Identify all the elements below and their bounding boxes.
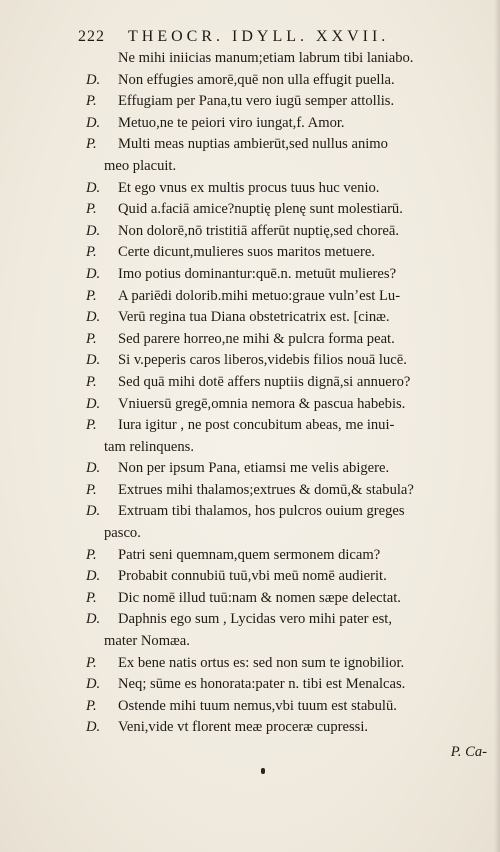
dialogue-line: [86, 91, 491, 113]
line-text: Daphnis ego sum , Lycidas vero mihi pater est,: [118, 611, 392, 628]
speaker-mark: D.: [86, 265, 101, 282]
line-text: Non effugies amorē,quē non ulla effugit puella.: [118, 71, 395, 88]
dialogue-line: [86, 696, 491, 718]
dialogue-line: [86, 674, 491, 696]
page-footer: [86, 744, 491, 766]
dialogue-line: [86, 113, 491, 135]
dialogue-line: [86, 501, 491, 523]
dialogue-line: [86, 566, 491, 588]
dialogue-text: [86, 48, 491, 739]
speaker-mark: P.: [86, 136, 97, 153]
speaker-mark: D.: [86, 719, 101, 736]
line-text: Ne mihi iniicias manum;etiam labrum tibi laniabo.: [118, 50, 414, 66]
line-text: Effugiam per Pana,tu vero iugū semper attollis.: [118, 93, 395, 110]
speaker-mark: D.: [86, 460, 101, 477]
speaker-mark: P.: [86, 244, 97, 261]
line-text: tam relinquens.: [104, 438, 194, 455]
dialogue-line: [86, 717, 491, 739]
line-text: Non per ipsum Pana, etiamsi me velis abigere.: [118, 460, 390, 477]
speaker-mark: D.: [86, 71, 101, 88]
dialogue-line: [86, 458, 491, 480]
line-text: Vniuersū gregē,omnia nemora & pascua habebis.: [118, 395, 406, 412]
speaker-mark: P.: [86, 287, 97, 304]
dialogue-line: [86, 394, 491, 416]
dialogue-line: [86, 653, 491, 675]
dialogue-line: [86, 588, 491, 610]
dialogue-continuation-line: [86, 156, 491, 178]
catchword: P. Ca-: [450, 744, 487, 760]
dialogue-line: [86, 286, 491, 308]
dialogue-line: [86, 221, 491, 243]
line-text: Patri seni quemnam,quem sermonem dicam?: [118, 546, 381, 563]
ink-mark: [261, 768, 265, 774]
line-text: Extruam tibi thalamos, hos pulcros ouium greges: [118, 503, 405, 520]
line-text: Dic nomē illud tuū:nam & nomen sæpe delectat.: [118, 589, 401, 606]
line-text: Et ego vnus ex multis procus tuus huc venio.: [118, 179, 380, 196]
line-text: Neq; sūme es honorata:pater n. tibi est Menalcas.: [118, 676, 406, 693]
speaker-mark: P.: [86, 481, 97, 498]
dialogue-continuation-line: [86, 523, 491, 545]
line-text: Imo potius dominantur:quē.n. metuūt mulieres?: [118, 265, 397, 282]
dialogue-line: [86, 372, 491, 394]
line-text: Certe dicunt,mulieres suos maritos metuere.: [118, 244, 375, 261]
running-title: THEOCR. IDYLL. XXVII.: [128, 28, 390, 45]
dialogue-line: [86, 264, 491, 286]
speaker-mark: P.: [86, 201, 97, 218]
line-text: Si v.peperis caros liberos,videbis filios nouā lucē.: [118, 352, 407, 369]
line-text: Verū regina tua Diana obstetricatrix est. [cinæ.: [118, 309, 390, 326]
dialogue-line: [86, 415, 491, 437]
dialogue-line: [86, 242, 491, 264]
dialogue-line: [86, 350, 491, 372]
speaker-mark: P.: [86, 697, 97, 714]
speaker-mark: P.: [86, 417, 97, 434]
line-text: Sed quā mihi dotē affers nuptiis dignā,si annuero?: [118, 373, 411, 390]
line-text: Ostende mihi tuum nemus,vbi tuum est stabulū.: [118, 697, 397, 714]
line-text: Iura igitur , ne post concubitum abeas, me inui-: [118, 417, 395, 434]
line-text: mater Nomæa.: [104, 633, 190, 650]
dialogue-line: [86, 545, 491, 567]
line-text: Sed parere horreo,ne mihi & pulcra forma peat.: [118, 330, 395, 347]
speaker-mark: D.: [86, 309, 101, 326]
line-text: A pariēdi dolorib.mihi metuo:graue vulnʼest Lu-: [118, 287, 401, 304]
line-text: meo placuit.: [104, 157, 177, 174]
line-text: Extrues mihi thalamos;extrues & domū,& stabula?: [118, 481, 414, 498]
speaker-mark: D.: [86, 676, 101, 693]
speaker-mark: P.: [86, 373, 97, 390]
speaker-mark: D.: [86, 179, 101, 196]
speaker-mark: P.: [86, 589, 97, 606]
page-header: [78, 28, 488, 50]
speaker-mark: D.: [86, 568, 101, 585]
line-text: pasco.: [104, 525, 141, 542]
line-text: Ex bene natis ortus es: sed non sum te ignobilior.: [118, 654, 405, 671]
line-text: Metuo,ne te peiori viro iungat,f. Amor.: [118, 114, 345, 131]
speaker-mark: D.: [86, 114, 101, 131]
dialogue-line: [86, 134, 491, 156]
dialogue-line: [86, 70, 491, 92]
speaker-mark: D.: [86, 395, 101, 412]
dialogue-continuation-line: [86, 437, 491, 459]
dialogue-line: [86, 48, 491, 70]
speaker-mark: D.: [86, 222, 101, 239]
dialogue-line: [86, 307, 491, 329]
speaker-mark: P.: [86, 654, 97, 671]
line-text: Non dolorē,nō tristitiā afferūt nuptię,sed choreā.: [118, 222, 399, 239]
line-text: Quid a.faciā amice?nuptię plenę sunt molestiarū.: [118, 201, 403, 218]
speaker-mark: P.: [86, 546, 97, 563]
dialogue-line: [86, 199, 491, 221]
speaker-mark: D.: [86, 503, 101, 520]
line-text: Probabit connubiū tuū,vbi meū nomē audierit.: [118, 568, 387, 585]
speaker-mark: D.: [86, 352, 101, 369]
page-number: 222: [78, 28, 105, 45]
dialogue-continuation-line: [86, 631, 491, 653]
line-text: Veni,vide vt florent meæ proceræ cupressi.: [118, 719, 369, 736]
speaker-mark: P.: [86, 93, 97, 110]
speaker-mark: P.: [86, 330, 97, 347]
page-edge-shadow: [494, 0, 500, 852]
dialogue-line: [86, 329, 491, 351]
dialogue-line: [86, 609, 491, 631]
dialogue-line: [86, 178, 491, 200]
speaker-mark: D.: [86, 611, 101, 628]
line-text: Multi meas nuptias ambierūt,sed nullus animo: [118, 136, 388, 153]
dialogue-line: [86, 480, 491, 502]
